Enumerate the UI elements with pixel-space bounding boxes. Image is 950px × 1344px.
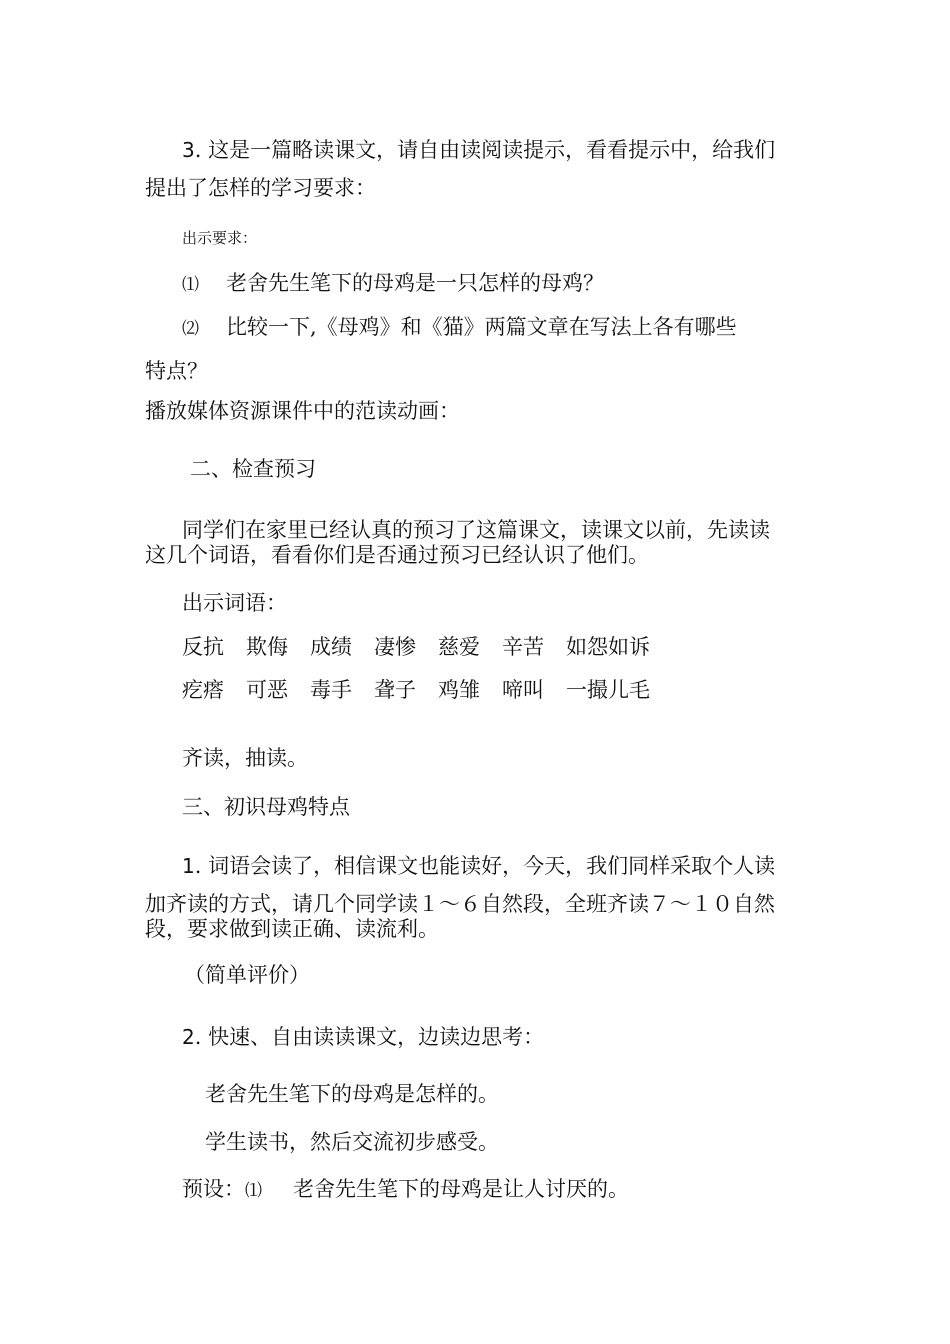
item-number: 3: [182, 138, 195, 162]
play-media-line: 播放媒体资源课件中的范读动画：: [145, 399, 460, 423]
list-marker: ⑴: [245, 1181, 262, 1201]
vocab-word: 凄惨: [374, 635, 416, 659]
paragraph-3-continued: 提出了怎样的学习要求：: [145, 176, 376, 200]
requirement-text: 比较一下,《母鸡》和《猫》两篇文章在写法上各有哪些: [226, 315, 737, 339]
preview-paragraph-continued: 这几个词语，看看你们是否通过预习已经认识了他们。: [145, 543, 649, 567]
requirement-2: [182, 314, 737, 342]
vocab-word: 啼叫: [502, 678, 544, 702]
preview-paragraph: 同学们在家里已经认真的预习了这篇课文，读课文以前，先读读: [182, 518, 770, 542]
show-words-label: 出示词语：: [182, 591, 287, 615]
vocab-word: 如怨如诉: [566, 635, 650, 659]
section-heading-3: 三、初识母鸡特点: [182, 795, 350, 819]
paragraph-1-continued-2: 段，要求做到读正确、读流利。: [145, 917, 439, 941]
word-list-row-1: [182, 634, 672, 660]
preset-line: [182, 1176, 629, 1204]
show-requirements-label: 出示要求：: [182, 229, 258, 247]
vocab-word: 辛苦: [502, 635, 544, 659]
vocab-word: 聋子: [374, 678, 416, 702]
item-number: 1: [182, 854, 195, 878]
word-list-row-2: [182, 677, 672, 703]
vocab-word: 成绩: [310, 635, 352, 659]
vocab-word: 一撮儿毛: [566, 678, 650, 702]
requirement-1: [182, 270, 604, 298]
vocab-word: 鸡雏: [438, 678, 480, 702]
paragraph-text: . 词语会读了，相信课文也能读好，今天，我们同样采取个人读: [194, 854, 776, 878]
paragraph-2: [182, 1024, 544, 1050]
item-number: 2: [182, 1025, 195, 1049]
question-line: 老舍先生笔下的母鸡是怎样的。: [205, 1082, 499, 1106]
requirement-2-continued: 特点？: [145, 359, 208, 383]
vocab-word: 疙瘩: [182, 678, 224, 702]
preset-text: 老舍先生笔下的母鸡是让人讨厌的。: [293, 1177, 629, 1201]
list-marker: ⑵: [182, 319, 199, 339]
list-marker: ⑴: [182, 275, 199, 295]
paragraph-text: . 这是一篇略读课文，请自由读阅读提示，看看提示中，给我们: [194, 138, 776, 162]
paragraph-text: . 快速、自由读读课文，边读边思考：: [194, 1025, 545, 1049]
paragraph-1: [182, 853, 775, 879]
vocab-word: 反抗: [182, 635, 224, 659]
preset-label: 预设：: [182, 1177, 245, 1201]
vocab-word: 慈爱: [438, 635, 480, 659]
student-activity-line: 学生读书，然后交流初步感受。: [205, 1130, 499, 1154]
vocab-word: 毒手: [310, 678, 352, 702]
read-together-line: 齐读，抽读。: [182, 746, 308, 770]
evaluation-note: （简单评价）: [184, 963, 310, 987]
requirement-text: 老舍先生笔下的母鸡是一只怎样的母鸡？: [226, 271, 604, 295]
section-heading-2: 二、检查预习: [190, 457, 316, 481]
vocab-word: 欺侮: [246, 635, 288, 659]
paragraph-1-continued: 加齐读的方式，请几个同学读１～６自然段，全班齐读７～１０自然: [145, 892, 775, 916]
vocab-word: 可恶: [246, 678, 288, 702]
paragraph-3: [182, 137, 775, 163]
